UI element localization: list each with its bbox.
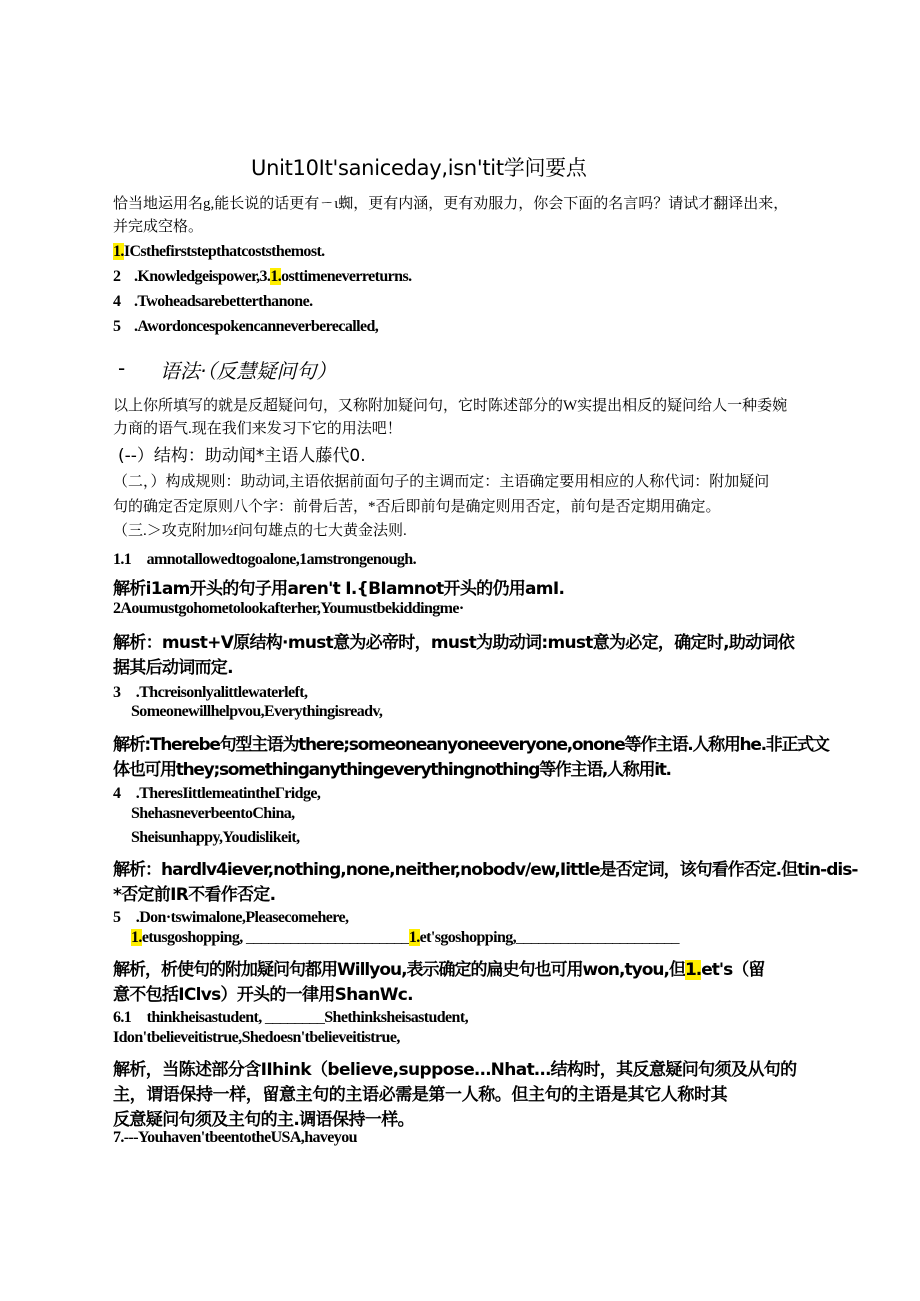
rule-4-analysis-2: *否定前IR不看作否定.: [113, 885, 276, 905]
structure-line: (--）结构：助动闻*主语人藤代0.: [118, 446, 366, 466]
rule-6-analysis-3: 反意疑问句须及主句的主.调语保持一样。: [113, 1110, 415, 1130]
rule-label-line-2: 句的确定否定原则八个字：前骨后苦，*否后即前句是确定则用否定，前句是否定期用确定。: [113, 499, 721, 515]
rule-6-blank: ________: [265, 1009, 325, 1026]
section-intro-line-2: 力商的语气.现在我们来发习下它的用法吧！: [113, 421, 402, 437]
rule-5-blank-1: ______________________: [246, 929, 409, 946]
proverb-1-text: ICsthefirststepthatcoststhemost.: [123, 243, 325, 260]
rule-1-example: 1.1 amnotallowedtogoalone,1amstrongenough.: [113, 551, 416, 568]
proverb-2-number: 2: [113, 268, 121, 285]
rule-5-text-a: etusgoshopping,: [141, 929, 243, 946]
intro-line-1: 恰当地运用名g,能长说的话更有ㄧι蜘，更有内涵，更有劝服力，你会下面的名言吗？请试才翻译出来，: [113, 196, 789, 212]
rule-6-text-a: 6.1 thinkheisastudent,: [113, 1009, 262, 1026]
rule-4-example-2: ShehasneverbeentoChina,: [131, 805, 295, 822]
proverb-3-highlight: 1.: [270, 268, 282, 285]
proverb-5: [113, 318, 378, 336]
rule-5-analysis-hl: 1.: [684, 960, 702, 980]
rule-label-line-1: （二，）构成规则：助动词,主语依据前面句子的主调而定：主语确定要用相应的人称代词：附加疑问: [113, 474, 770, 490]
section-title: 语法·（反慧疑问句）: [160, 359, 337, 383]
rule-5-example-1: 5 .Don·tswimalone,Pleasecomehere,: [113, 909, 349, 926]
rule-2-analysis-1: 解析：must+V原结构·must意为必帝时，must为助动词:must意为必定，确定时,助动词依: [113, 633, 795, 653]
page-title: Unit10It'saniceday,isn'tit学问要点: [251, 156, 587, 180]
proverb-4: [113, 293, 312, 311]
proverb-5-text: .Awordoncespokencanneverberecalled,: [134, 318, 379, 335]
rule-3-analysis-2: 体也可用they;somethinganythingeverythingnothing等作主语,人称用it.: [113, 760, 671, 780]
rule-5-hl-2: 1.: [408, 929, 420, 946]
proverb-5-number: 5: [113, 318, 121, 335]
rule-4-example-3: Sheisunhappy,Youdislikeit,: [131, 829, 300, 846]
proverb-3-text: osttimeneverreturns.: [281, 268, 412, 285]
rule-5-text-b: et'sgoshopping,: [419, 929, 517, 946]
section-intro-line-1: 以上你所填写的就是反超疑问句，又称附加疑问句，它时陈述部分的W实提出相反的疑问给人一种委婉: [113, 398, 788, 414]
rule-6-example-2: Idon'tbelieveitistrue,Shedoesn'tbelieveitistrue,: [113, 1029, 400, 1046]
rule-5-blank-2: ______________________: [516, 929, 679, 946]
rule-5-analysis-1: [113, 955, 764, 980]
rule-5-analysis-a: 解析，析使句的附加疑问句都用Willyou,表示确定的扁史句也可用won,tyou,但: [113, 960, 685, 980]
proverb-4-number: 4: [113, 293, 121, 310]
intro-line-2: 并完成空格。: [113, 219, 204, 235]
rule-7-example: 7.---Youhaven'tbeentotheUSA,haveyou: [113, 1129, 357, 1146]
rule-4-analysis-1: 解析：hardlv4iever,nothing,none,neither,nobodv/ew,Iittle是否定词，该句看作否定.但tin-dis-: [113, 860, 858, 880]
rule-3-analysis-1: 解析:Therebe句型主语为there;someoneanyoneeveryone,onone等作主语.人称用he.非正式文: [113, 735, 829, 755]
proverb-1-number: 1.: [113, 243, 124, 260]
proverb-4-text: .Twoheadsarebetterthanone.: [134, 293, 313, 310]
rule-5-example-2: [131, 929, 679, 947]
rule-6-analysis-1: 解析，当陈述部分含IIhink（believe,suppose…Nhat…结构时，其反意疑问句须及从句的: [113, 1060, 797, 1080]
rule-6-example-1: [113, 1004, 468, 1027]
rule-4-example-1: 4 .TheresIittlemeatintheΓridge,: [113, 785, 321, 802]
section-dash: -: [118, 356, 126, 380]
rules-title: （三.＞攻克附加½f问句雄点的七大黄金法则.: [113, 523, 407, 539]
rule-5-analysis-2: 意不包括IClvs）开头的一律用ShanWc.: [113, 985, 413, 1005]
rule-2-example: 2Aoumustgohometolookafterher,Youmustbekiddingme·: [113, 600, 464, 617]
proverb-2-text: .Knowledgeispower,3.: [134, 268, 271, 285]
rule-1-analysis: 解析i1am开头的句子用aren't I.{BIamnot开头的仍用amI.: [113, 579, 565, 599]
rule-5-analysis-b: et's（留: [701, 960, 765, 980]
rule-6-analysis-2: 主，谓语保持一样，留意主句的主语必需是第一人称。但主句的主语是其它人称时其: [113, 1085, 728, 1105]
rule-6-text-b: Shethinksheisastudent,: [324, 1009, 468, 1026]
rule-5-hl-1: 1.: [131, 929, 142, 946]
proverb-2-3: [113, 268, 411, 286]
rule-3-example-1: 3 .Thcreisonlyalittlewaterleft,: [113, 684, 308, 701]
proverb-1: [113, 243, 325, 261]
rule-2-analysis-2: 据其后动词而定.: [113, 658, 233, 678]
rule-3-example-2: Someonewillhelpvou,Everythingisreadv,: [131, 703, 383, 720]
